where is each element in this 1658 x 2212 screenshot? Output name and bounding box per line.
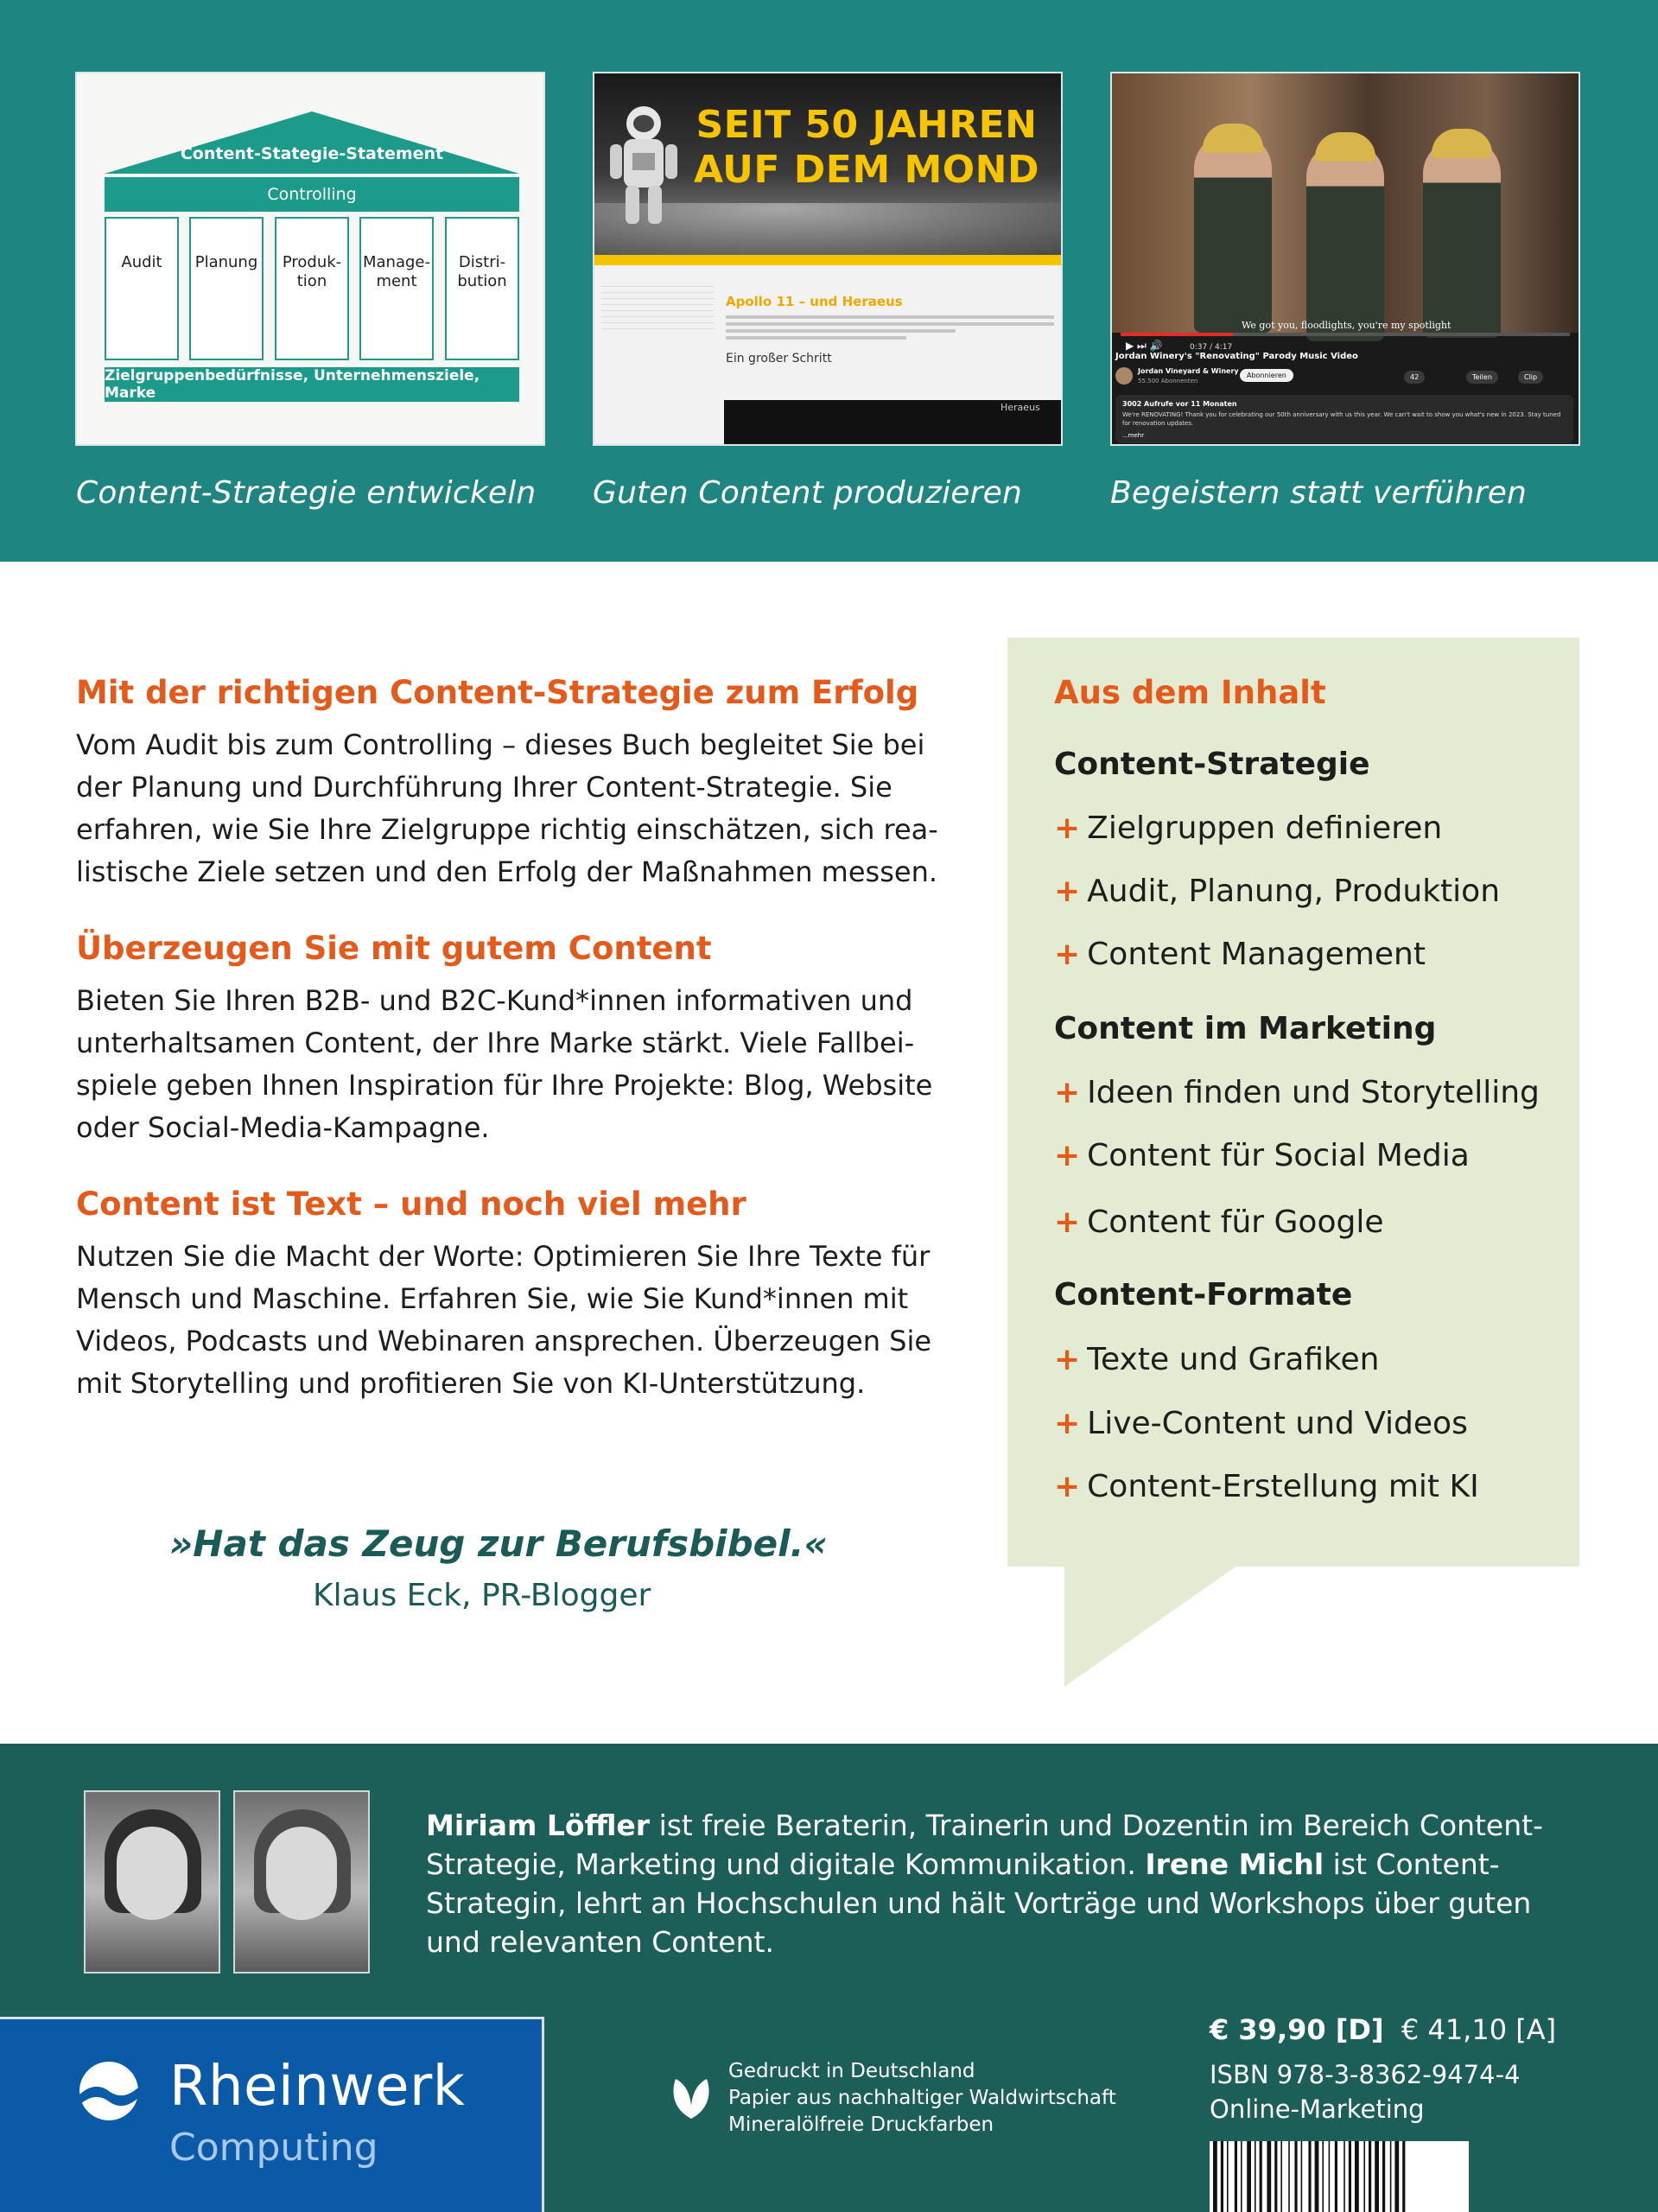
body-line: Vom Audit bis zum Controlling – dieses Buch begleitet Sie bei bbox=[76, 728, 925, 761]
toc-item bbox=[1054, 1406, 1468, 1441]
video-more: ...mehr bbox=[1122, 432, 1145, 439]
section-body bbox=[76, 724, 983, 893]
diagram-pillar: Produk- tion bbox=[275, 217, 349, 360]
toc-item bbox=[1054, 1342, 1379, 1377]
section-heading: Mit der richtigen Content-Strategie zum Erfolg bbox=[76, 674, 919, 711]
body-line: unterhaltsamen Content, der Ihre Marke stärkt. Viele Fallbei- bbox=[76, 1027, 915, 1059]
author-photo bbox=[84, 1790, 220, 1974]
diagram-controlling-bar: Controlling bbox=[105, 177, 519, 212]
diagram-pillar: Audit bbox=[105, 217, 179, 360]
plus-icon: + bbox=[1054, 1469, 1081, 1504]
print-info-line: Mineralölfreie Druckfarben bbox=[728, 2113, 994, 2136]
section-body bbox=[76, 980, 983, 1149]
subscribe-button: Abonnieren bbox=[1240, 369, 1293, 382]
bio-text: ist freie Beraterin, Trainerin und Dozentin im Bereich Content-Strategie, Marketing und digitale Kommunikation. bbox=[426, 1808, 1543, 1881]
author-photo bbox=[233, 1790, 370, 1974]
video-person bbox=[1194, 134, 1272, 333]
body-line: listische Ziele setzen und den Erfolg der Maßnahmen messen. bbox=[76, 855, 938, 888]
toc-item-label: Ideen finden und Storytelling bbox=[1087, 1075, 1540, 1110]
leaf-icon bbox=[667, 2072, 715, 2120]
plus-icon: + bbox=[1054, 1406, 1081, 1441]
body-line: erfahren, wie Sie Ihre Zielgruppe richtig einschätzen, sich rea- bbox=[76, 813, 938, 846]
moon-headline-line: SEIT 50 JAHREN bbox=[696, 103, 1038, 147]
section-body bbox=[76, 1236, 983, 1405]
thumbnail-caption: Begeistern statt verführen bbox=[1110, 475, 1528, 511]
article-title: Apollo 11 – und Heraeus bbox=[726, 294, 903, 309]
section-heading: Überzeugen Sie mit gutem Content bbox=[76, 930, 712, 967]
thumbnail-caption: Content-Strategie entwickeln bbox=[76, 475, 537, 511]
diagram-base-bar: Zielgruppenbedürfnisse, Unternehmensziele, Marke bbox=[105, 367, 519, 402]
plus-icon: + bbox=[1054, 937, 1081, 972]
price-de: € 39,90 [D] bbox=[1210, 2013, 1384, 2046]
toc-category: Content-Formate bbox=[1054, 1277, 1353, 1313]
astronaut-icon bbox=[607, 101, 681, 231]
toc-item-label: Content Management bbox=[1087, 937, 1426, 972]
channel-subscribers: 55.500 Abonnenten bbox=[1138, 378, 1198, 385]
isbn: ISBN 978-3-8362-9474-4 bbox=[1210, 2060, 1521, 2089]
thumbnail-caption: Guten Content produzieren bbox=[593, 475, 1023, 511]
article-brand: Heraeus bbox=[1001, 402, 1040, 413]
body-line: spiele geben Ihnen Inspiration für Ihre Projekte: Blog, Website bbox=[76, 1069, 933, 1102]
diagram-pillar: Distri- bution bbox=[445, 217, 519, 360]
book-category: Online-Marketing bbox=[1210, 2094, 1425, 2124]
article-subhead: Ein großer Schritt bbox=[726, 352, 832, 365]
plus-icon: + bbox=[1054, 1342, 1081, 1377]
share-button: Teilen bbox=[1466, 371, 1498, 384]
price-at: € 41,10 [A] bbox=[1401, 2013, 1557, 2046]
publisher-logo-icon bbox=[78, 2060, 140, 2122]
play-icon: ▶ ⏭ 🔊 bbox=[1126, 340, 1163, 352]
body-line: der Planung und Durchführung Ihrer Content-Strategie. Sie bbox=[76, 771, 893, 804]
strategy-diagram-thumbnail bbox=[75, 72, 545, 446]
toc-item bbox=[1054, 874, 1500, 909]
plus-icon: + bbox=[1054, 1205, 1081, 1240]
plus-icon: + bbox=[1054, 1138, 1081, 1173]
author-name: Irene Michl bbox=[1145, 1847, 1324, 1881]
diagram-pillar: Planung bbox=[189, 217, 264, 360]
section-heading: Content ist Text – und noch viel mehr bbox=[76, 1185, 746, 1223]
print-info-line: Papier aus nachhaltiger Waldwirtschaft bbox=[728, 2087, 1116, 2109]
body-line: Videos, Podcasts und Webinaren ansprechen. Überzeugen Sie bbox=[76, 1325, 932, 1357]
like-count: 42 bbox=[1404, 371, 1425, 384]
toc-speech-tail bbox=[1064, 1566, 1237, 1687]
channel-name: Jordan Vineyard & Winery bbox=[1138, 367, 1239, 375]
toc-category: Content-Strategie bbox=[1054, 747, 1370, 782]
toc-item bbox=[1054, 1075, 1540, 1110]
author-name: Miriam Löffler bbox=[426, 1808, 651, 1842]
toc-item-label: Content für Google bbox=[1087, 1205, 1384, 1240]
video-title: Jordan Winery's "Renovating" Parody Music Video bbox=[1115, 352, 1358, 361]
plus-icon: + bbox=[1054, 874, 1081, 909]
price bbox=[1210, 2013, 1556, 2046]
print-info-line: Gedruckt in Deutschland bbox=[728, 2060, 975, 2082]
channel-avatar bbox=[1115, 367, 1133, 385]
toc-category: Content im Marketing bbox=[1054, 1011, 1437, 1046]
video-time: 0:37 / 4:17 bbox=[1190, 343, 1233, 352]
print-info bbox=[728, 2058, 1116, 2139]
body-line: oder Social-Media-Kampagne. bbox=[76, 1111, 490, 1144]
video-description: We're RENOVATING! Thank you for celebrating our 50th anniversary with us this year. We can't wait to show you what's new in 2023. Stay tuned for renovation updates. bbox=[1122, 411, 1561, 427]
bio-text: ist Content-Strategin, lehrt an Hochschulen und hält Vorträge und Workshops über guten und relevanten Content. bbox=[426, 1847, 1532, 1959]
article-text-lines bbox=[726, 315, 1054, 343]
video-person bbox=[1306, 143, 1384, 341]
toc-title: Aus dem Inhalt bbox=[1054, 674, 1326, 711]
toc-item-label: Audit, Planung, Produktion bbox=[1087, 874, 1501, 909]
toc-item bbox=[1054, 1469, 1479, 1504]
body-line: mit Storytelling und profitieren Sie von KI-Unterstützung. bbox=[76, 1367, 866, 1400]
publisher-name: Rheinwerk bbox=[169, 2055, 466, 2119]
video-player-thumbnail bbox=[1110, 72, 1580, 446]
barcode bbox=[1210, 2141, 1469, 2212]
body-line: Nutzen Sie die Macht der Worte: Optimieren Sie Ihre Texte für bbox=[76, 1240, 931, 1273]
video-views: 3002 Aufrufe vor 11 Monaten bbox=[1122, 400, 1237, 408]
diagram-roof bbox=[105, 111, 519, 174]
plus-icon: + bbox=[1054, 810, 1081, 846]
toc-item-label: Live-Content und Videos bbox=[1087, 1406, 1468, 1441]
article-side-nav bbox=[601, 281, 714, 329]
body-line: Bieten Sie Ihren B2B- und B2C-Kund*innen informativen und bbox=[76, 984, 913, 1017]
photo-face bbox=[266, 1827, 337, 1920]
toc-item-label: Texte und Grafiken bbox=[1087, 1342, 1380, 1377]
review-quote: »Hat das Zeug zur Berufsbibel.« bbox=[169, 1522, 828, 1565]
publisher-imprint: Computing bbox=[169, 2126, 378, 2170]
video-subtitle: We got you, floodlights, you're my spotlight bbox=[1242, 320, 1452, 331]
diagram-roof-label: Content-Stategie-Statement bbox=[180, 144, 444, 163]
toc-item-label: Content-Erstellung mit KI bbox=[1087, 1469, 1479, 1504]
toc-item bbox=[1054, 937, 1426, 972]
toc-item-label: Content für Social Media bbox=[1087, 1138, 1470, 1173]
quote-source: Klaus Eck, PR-Blogger bbox=[313, 1578, 651, 1613]
yellow-stripe bbox=[594, 255, 1061, 265]
author-bio bbox=[426, 1806, 1549, 1961]
toc-item bbox=[1054, 1138, 1470, 1173]
diagram-pillar: Manage- ment bbox=[359, 217, 434, 360]
plus-icon: + bbox=[1054, 1075, 1081, 1110]
toc-item bbox=[1054, 810, 1442, 846]
moon-headline bbox=[681, 103, 1052, 193]
body-line: Mensch und Maschine. Erfahren Sie, wie Sie Kund*innen mit bbox=[76, 1282, 909, 1315]
moon-headline-line: AUF DEM MOND bbox=[693, 148, 1040, 192]
toc-item bbox=[1054, 1205, 1383, 1240]
toc-item-label: Zielgruppen definieren bbox=[1087, 810, 1443, 846]
photo-face bbox=[117, 1827, 187, 1920]
video-person bbox=[1423, 139, 1501, 338]
clip-button: Clip bbox=[1518, 371, 1543, 384]
moon-article-thumbnail bbox=[593, 72, 1063, 446]
video-progress-fill bbox=[1121, 333, 1233, 336]
